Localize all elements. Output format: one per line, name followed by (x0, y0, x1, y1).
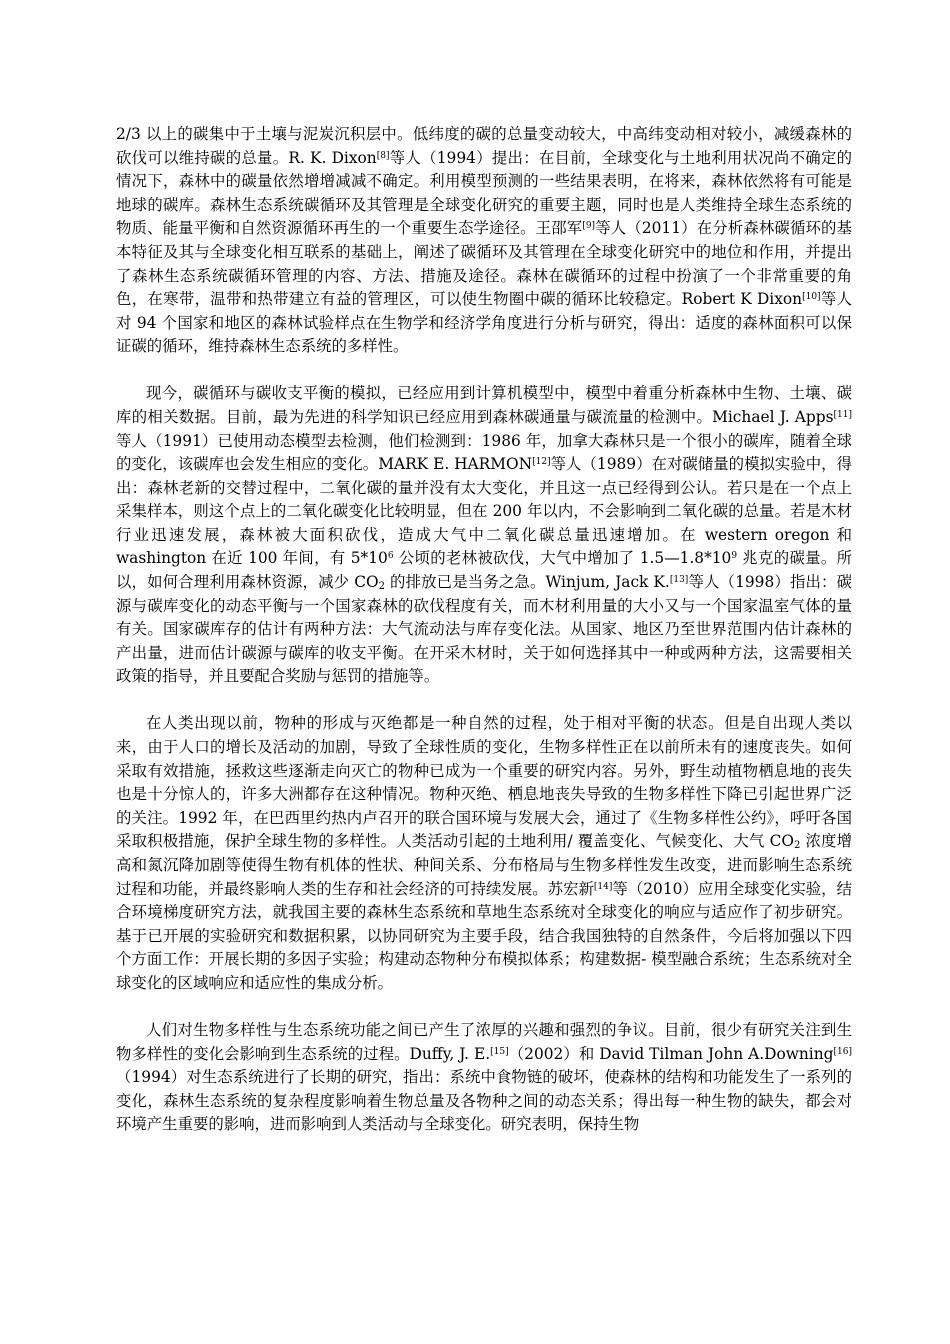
superscript: 6 (387, 551, 394, 562)
superscript: 9 (731, 551, 738, 562)
superscript: [16] (833, 1046, 852, 1057)
text-run: 浓度增高和氮沉降加剧等使得生物有机体的性状、种间关系、分布格局与生物多样性发生改变，进而影响生态系统过程和功能，并最终影响人类的生存和社会经济的可持续发展。苏宏新 (116, 832, 852, 898)
body-paragraph-2 (116, 382, 852, 689)
text-run: 2/3 以上的碳集中于土壤与泥炭沉积层中。低纬度的碳的总量变动较大，中高纬变动相对较小，减缓森林的砍伐可以维持碳的总量。R. K. Dixon (116, 125, 852, 167)
text-run: 等人对 94 个国家和地区的森林试验样点在生物学和经济学角度进行分析与研究，得出：适度的森林面积可以保证碳的循环，维持森林生态系统的多样性。 (116, 290, 852, 356)
body-paragraph-1 (116, 123, 852, 359)
text-run: 的排放已是当务之急。Winjum, Jack K. (385, 573, 670, 592)
text-run: 现今，碳循环与碳收支平衡的模拟，已经应用到计算机模型中，模型中着重分析森林中生物、土壤、碳库的相关数据。目前，最为先进的科学知识已经应用到森林碳通量与碳流量的检测中。Michael J. Apps (116, 384, 852, 426)
document-page (116, 123, 852, 1137)
text-run: 在人类出现以前，物种的形成与灭绝都是一种自然的过程，处于相对平衡的状态。但是自出现人类以来，由于人口的增长及活动的加剧，导致了全球性质的变化，生物多样性正在以前所未有的速度丧失。如何采取有效措施，拯救这些逐渐走向灭亡的物种已成为一个重要的研究内容。另外，野生动植物栖息地的丧失也是十分惊人的，许多大洲都存在这种情况。物种灭绝、栖息地丧失导致的生物多样性下降已引起世界广泛的关注。1992 年，在巴西里约热内卢召开的联合国环境与发展大会，通过了《生物多样性公约》，呼吁各国采取积极措施，保护全球生物的多样性。人类活动引起的土地利用/ 覆盖变化、气候变化、大气 CO (116, 714, 852, 851)
text-run: 等人（1994）提出：在目前，全球变化与土地利用状况尚不确定的情况下，森林中的碳量依然增增减减不确定。利用模型预测的一些结果表明，在将来，森林依然将有可能是地球的碳库。森林生态系统碳循环及其管理是全球变化研究的重要主题，同时也是人类维持全球生态系统的物质、能量平衡和自然资源循环再生的一个重要生态学途径。王邵军 (116, 148, 853, 238)
superscript: [12] (532, 457, 551, 468)
text-run: 兆克的碳量。所以，如何合理利用森林资源，减少 CO (116, 549, 852, 592)
text-run: 等（2010）应用全球变化实验，结合环境梯度研究方法，就我国主要的森林生态系统和草地生态系统对全球变化的响应与适应作了初步研究。基于已开展的实验研究和数据积累，以协同研究为主要手段，结合我国独特的自然条件，今后将加强以下四个方面工作：开展长期的多因子实验；构建动态物种分布模拟体系；构建数据- 模型融合系统；生态系统对全球变化的区域响应和适应性的集成分析。 (116, 879, 852, 992)
body-paragraph-4 (116, 1019, 852, 1137)
body-paragraph-3 (116, 712, 852, 995)
superscript: [13] (669, 575, 689, 586)
subscript: 2 (794, 840, 801, 852)
superscript: [14] (593, 881, 613, 892)
text-run: 等人（2011）在分析森林碳循环的基本特征及其与全球变化相互联系的基础上，阐述了碳循环及其管理在全球变化研究中的地位和作用，并提出了森林生态系统碳循环管理的内容、方法、措施及途径。森林在碳循环的过程中扮演了一个非常重要的角色，在寒带，温带和热带建立有益的管理区，可以使生物圈中碳的循环比较稳定。Robert K Dixon (116, 219, 852, 309)
text-run: （1994）对生态系统进行了长期的研究，指出：系统中食物链的破坏，使森林的结构和功能发生了一系列的变化，森林生态系统的复杂程度影响着生物总量及各物种之间的动态关系；得出每一种生物的缺失，都会对环境产生重要的影响，进而影响到人类活动与全球变化。研究表明，保持生物 (116, 1068, 852, 1134)
text-run: 人们对生物多样性与生态系统功能之间已产生了浓厚的兴趣和强烈的争议。目前，很少有研究关注到生物多样性的变化会影响到生态系统的过程。Duffy, J. E. (116, 1020, 852, 1063)
text-run: 公顷的老林被砍伐，大气中增加了 1.5—1.8*10 (393, 549, 732, 568)
superscript: [11] (833, 409, 852, 420)
superscript: [9] (582, 221, 596, 232)
subscript: 2 (378, 581, 385, 593)
text-run: 等人（1989）在对碳储量的模拟实验中，得出：森林老新的交替过程中，二氧化碳的量并没有太大变化，并且这一点已经得到公认。若只是在一个点上采集样本，则这个点上的二氧化碳变化比较明显，但在 200 年以内，不会影响到二氧化碳的总量。若是木材行业迅速发展，森林被大面积砍伐，造成大气中二氧化碳总量迅速增加。在 western oregon 和 washington 在近 100 年间，有 5*10 (116, 455, 852, 568)
superscript: [15] (490, 1046, 509, 1057)
superscript: [8] (376, 150, 390, 161)
text-run: 等人（1998）指出：碳源与碳库变化的动态平衡与一个国家森林的砍伐程度有关，而木材利用量的大小又与一个国家温室气体的量有关。国家碳库存的估计有两种方法：大气流动法与库存变化法。从国家、地区乃至世界范围内估计森林的产出量，进而估计碳源与碳库的收支平衡。在开采木材时，关于如何选择其中一种或两种方法，这需要相关政策的指导，并且要配合奖励与惩罚的措施等。 (116, 573, 852, 686)
superscript: [10] (802, 292, 821, 303)
text-run: （2002）和 David Tilman John A.Downing (508, 1044, 834, 1063)
text-run: 等人（1991）已使用动态模型去检测，他们检测到：1986 年，加拿大森林只是一个很小的碳库，随着全球的变化，该碳库也会发生相应的变化。MARK E. HARMON (116, 431, 852, 474)
